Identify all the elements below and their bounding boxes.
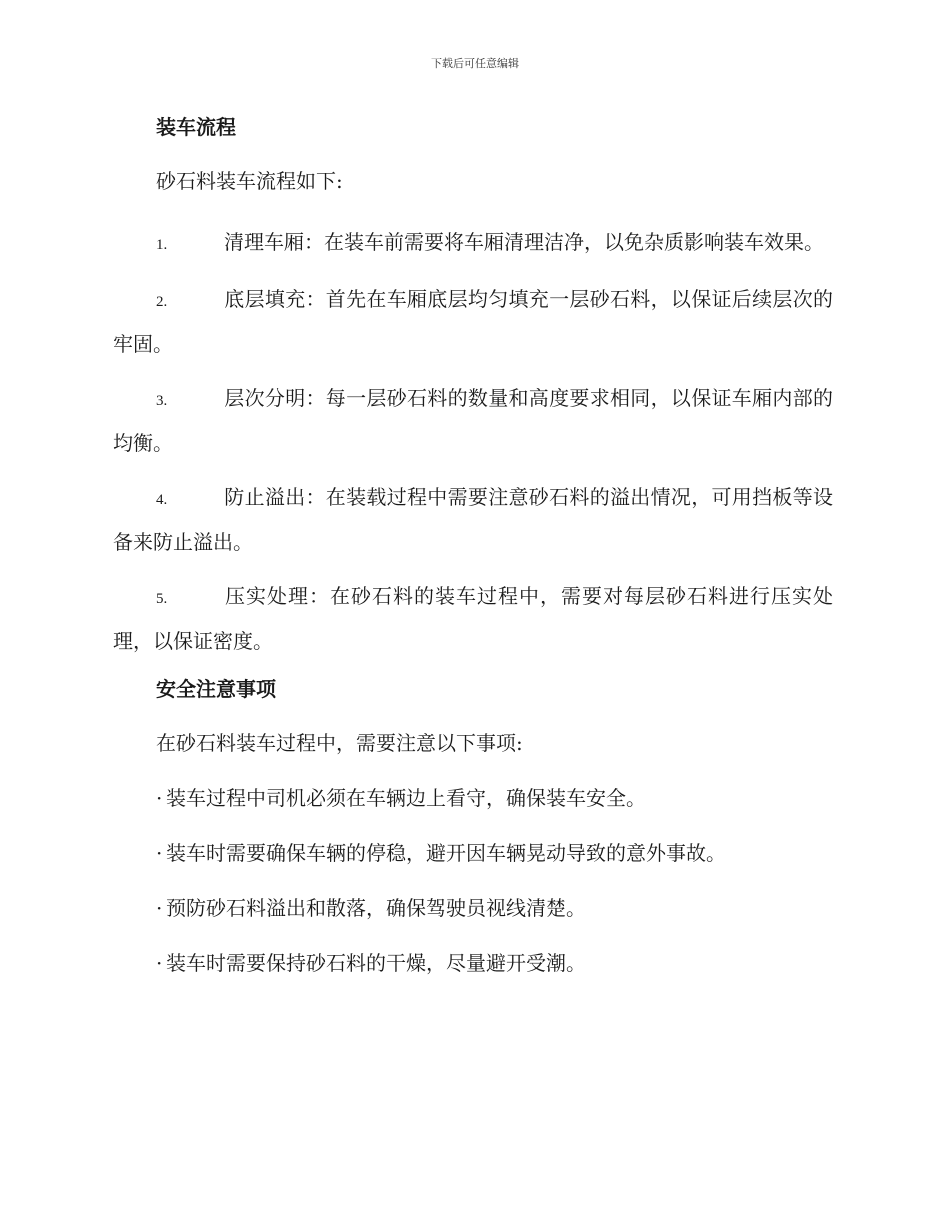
step-number: 3. [156,393,168,409]
step-text: 层次分明：每一层砂石料的数量和高度要求相同，以保证车厢内部的均衡。 [113,386,833,455]
step-text: 清理车厢：在装车前需要将车厢清理洁净，以免杂质影响装车效果。 [224,230,824,254]
section-intro-loading-process: 砂石料装车流程如下: [156,169,343,193]
list-item [113,783,833,813]
list-item [113,893,833,923]
step-number: 5. [156,591,168,607]
bullet-mark: · [156,786,163,810]
section-intro-safety-notes: 在砂石料装车过程中，需要注意以下事项: [156,731,523,755]
bullet-mark: · [156,951,163,975]
section-title-safety-notes: 安全注意事项 [156,677,276,701]
list-item [113,278,833,365]
list-item [113,948,833,978]
step-text: 压实处理：在砂石料的装车过程中，需要对每层砂石料进行压实处理，以保证密度。 [113,584,833,653]
step-text: 底层填充：首先在车厢底层均匀填充一层砂石料，以保证后续层次的牢固。 [113,287,833,356]
list-item [113,575,833,662]
list-item [113,838,833,868]
list-item [113,476,833,563]
step-text: 防止溢出：在装载过程中需要注意砂石料的溢出情况，可用挡板等设备来防止溢出。 [113,485,833,554]
list-item [113,221,833,266]
step-number: 1. [156,237,168,253]
document-body [113,112,833,1003]
bullet-mark: · [156,896,163,920]
bullet-text: 装车过程中司机必须在车辆边上看守，确保装车安全。 [166,786,646,810]
bullet-text: 装车时需要确保车辆的停稳，避开因车辆晃动导致的意外事故。 [166,841,726,865]
bullet-text: 预防砂石料溢出和散落，确保驾驶员视线清楚。 [166,896,586,920]
bullet-mark: · [156,841,163,865]
list-item [113,377,833,464]
step-number: 4. [156,492,168,508]
header-note: 下载后可任意编辑 [431,57,519,70]
bullet-text: 装车时需要保持砂石料的干燥，尽量避开受潮。 [166,951,586,975]
section-title-loading-process: 装车流程 [156,115,236,139]
step-number: 2. [156,294,168,310]
